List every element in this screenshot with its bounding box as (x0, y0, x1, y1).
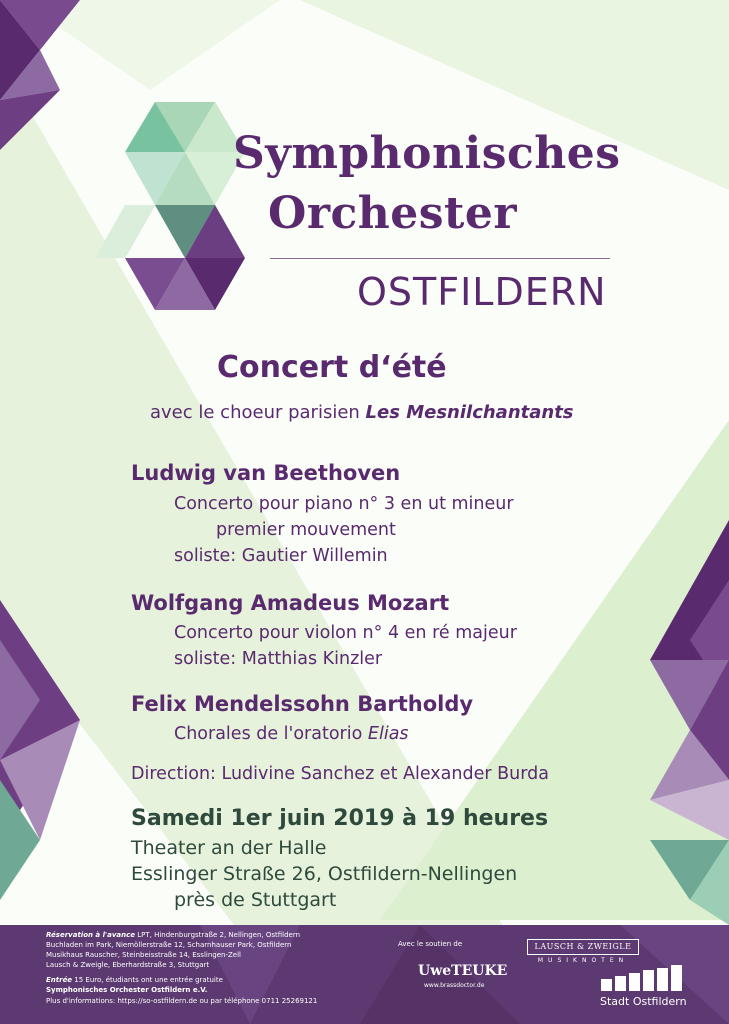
soloist-mozart: soliste: Matthias Kinzler (174, 649, 383, 669)
choir-name: Les Mesnilchantants (365, 402, 574, 423)
sponsor-lausch-zweigle-logo: LAUSCH & ZWEIGLE (527, 939, 639, 955)
entry-line (46, 975, 223, 985)
orchestra-title-city: OSTFILDERN (357, 270, 607, 314)
concert-subtitle (150, 402, 574, 423)
organizer: Symphonisches Orchester Ostfildern e.V. (46, 986, 208, 994)
soloist-beethoven: soliste: Gautier Willemin (174, 546, 388, 566)
subtitle-prefix: avec le choeur parisien (150, 402, 360, 423)
reservation-line2: Buchladen im Park, Niemöllerstraße 12, Scharnhauser Park, Ostfildern (46, 941, 292, 949)
event-venue: Theater an der Halle (131, 837, 327, 859)
work-beethoven-line2: premier mouvement (216, 520, 396, 540)
sponsor-lausch-zweigle-sub: MUSIKNOTEN (537, 957, 629, 964)
entry-label: Entrée (46, 976, 73, 984)
entry-text: 15 Euro, étudiants ont une entrée gratuite (74, 976, 223, 984)
stadt-ostfildern-icon (601, 965, 691, 991)
work-beethoven-line1: Concerto pour piano n° 3 en ut mineur (174, 494, 514, 514)
composer-mendelssohn: Felix Mendelssohn Bartholdy (131, 692, 474, 716)
reservation-line4: Lausch & Zweigle, Eberhardstraße 3, Stuttgart (46, 961, 210, 969)
composer-mozart: Wolfgang Amadeus Mozart (131, 591, 450, 615)
orchestra-title-line2: Orchester (268, 188, 518, 239)
work-mendelssohn (174, 724, 409, 744)
sponsor-uweteuke-logo: UweTEUKE (418, 963, 508, 979)
reservation-label: Réservation à l'avance (46, 931, 136, 939)
orchestra-title-line1: Symphonisches (233, 128, 621, 179)
reservation-line1 (46, 930, 300, 940)
title-divider (270, 258, 610, 259)
info-link[interactable]: Plus d'informations: https://so-ostfildern.de ou par téléphone 0711 25269121 (46, 997, 318, 1005)
direction: Direction: Ludivine Sanchez et Alexander Burda (131, 764, 549, 784)
footer-bar (0, 925, 729, 1024)
sponsor-uweteuke-url[interactable]: www.brassdoctor.de (424, 982, 485, 989)
reservation-line3: Musikhaus Rauscher, Steinbeisstraße 14, Esslingen-Zell (46, 951, 241, 959)
concert-title: Concert d‘été (217, 350, 447, 385)
event-address: Esslinger Straße 26, Ostfildern-Nellingen (131, 863, 518, 885)
event-near: près de Stuttgart (174, 889, 337, 911)
reservation-address1: LPT, Hindenburgstraße 2, Nellingen, Ostfildern (137, 931, 301, 939)
work-mozart-line1: Concerto pour violon n° 4 en ré majeur (174, 623, 517, 643)
work-mendelssohn-prefix: Chorales de l'oratorio (174, 724, 363, 744)
sponsor-stadt-ostfildern: Stadt Ostfildern (600, 995, 687, 1008)
work-mendelssohn-title: Elias (367, 724, 409, 744)
support-label: Avec le soutien de (398, 940, 463, 948)
event-date: Samedi 1er juin 2019 à 19 heures (131, 806, 549, 831)
composer-beethoven: Ludwig van Beethoven (131, 461, 401, 485)
